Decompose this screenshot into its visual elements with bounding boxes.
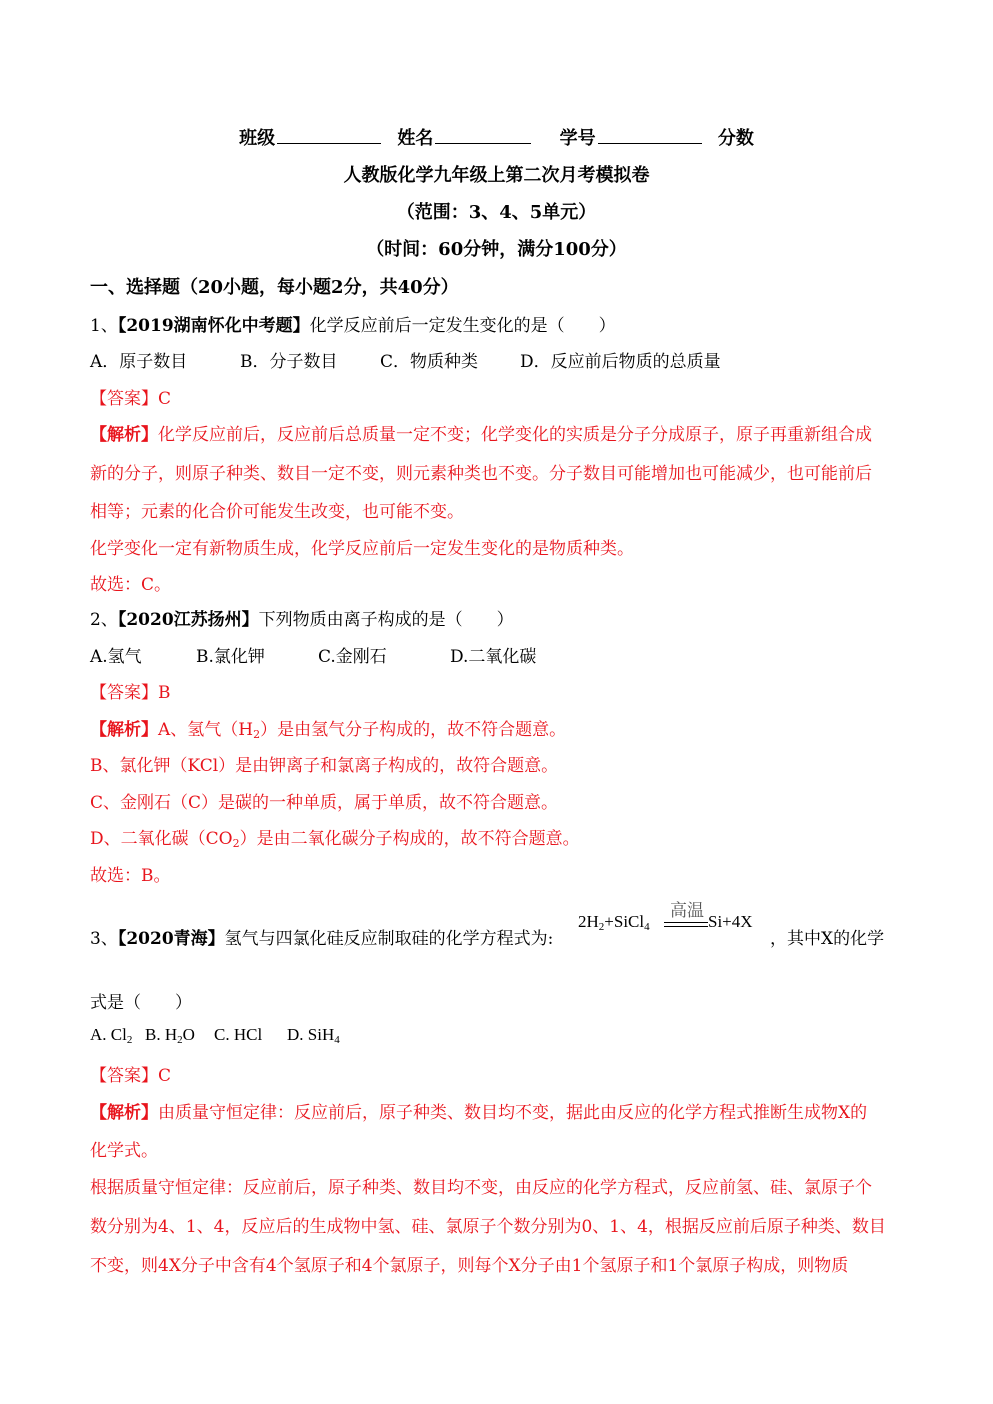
name-label: 姓名 bbox=[397, 128, 434, 149]
q1-analysis-2: 新的分子，则原子种类、数目一定不变，则元素种类也不变。分子数目可能增加也可能减少，也可能前后 bbox=[90, 464, 872, 484]
q2-d-sub: 2 bbox=[232, 837, 240, 850]
q3-analysis-1 bbox=[90, 1098, 867, 1123]
eq-h2-sub: 2 bbox=[598, 921, 605, 933]
q2-analysis-a bbox=[90, 715, 566, 740]
q2-answer: 【答案】B bbox=[90, 683, 171, 703]
scope-line: （范围：3、4、5单元） bbox=[396, 202, 597, 223]
q2-a-post: ）是由氢气分子构成的，故不符合题意。 bbox=[260, 720, 567, 740]
q1-choice: 故选：C。 bbox=[90, 575, 172, 595]
q3-options bbox=[90, 1025, 340, 1045]
q1-text: 化学反应前后一定发生变化的是（ ） bbox=[309, 316, 616, 336]
q3-text: 氢气与四氯化硅反应制取硅的化学方程式为: bbox=[224, 929, 554, 949]
q3-analysis-3: 根据质量守恒定律：反应前后，原子种类、数目均不变，由反应的化学方程式，反应前氢、硅、氯原子个 bbox=[90, 1178, 872, 1198]
q1-source: 【2019湖南怀化中考题】 bbox=[117, 316, 310, 336]
q3-source: 【2020青海】 bbox=[117, 929, 225, 949]
q3-analysis-text: 由质量守恒定律：反应前后，原子种类、数目均不变，据此由反应的化学方程式推断生成物X的 bbox=[158, 1103, 868, 1123]
eq-sicl: +SiCl bbox=[604, 912, 645, 931]
q2-a-sub: 2 bbox=[253, 728, 261, 741]
score-label: 分数 bbox=[717, 128, 754, 149]
q1-answer: 【答案】C bbox=[90, 389, 172, 409]
q3-d-pre: D. SiH bbox=[287, 1025, 335, 1044]
q1-option-a: A．原子数目 bbox=[90, 352, 188, 372]
q2-options bbox=[90, 642, 536, 667]
q3-analysis-4: 数分别为4、1、4，反应后的生成物中氢、硅、氯原子个数分别为0、1、4，根据反应前后原子种类、数目 bbox=[90, 1217, 886, 1237]
q3-b-sub: 2 bbox=[177, 1034, 183, 1046]
q3-analysis-5: 不变，则4X分子中含有4个氢原子和4个氯原子，则每个X分子由1个氢原子和1个氯原子构成，则物质 bbox=[90, 1256, 849, 1276]
q2-option-c: C.金刚石 bbox=[318, 647, 387, 667]
name-blank bbox=[435, 125, 531, 144]
q2-analysis-tag: 【解析】 bbox=[90, 720, 158, 740]
q1-analysis-tag: 【解析】 bbox=[90, 425, 158, 445]
page-title: 人教版化学九年级上第二次月考模拟卷 bbox=[343, 165, 650, 186]
q1-stem bbox=[90, 311, 616, 336]
q3-a-pre: A. Cl bbox=[90, 1025, 127, 1044]
id-blank bbox=[598, 125, 702, 144]
equation-lhs bbox=[578, 912, 650, 932]
q2-source: 【2020江苏扬州】 bbox=[117, 610, 259, 630]
q1-analysis-1 bbox=[90, 420, 872, 445]
q3-a-sub: 2 bbox=[126, 1034, 133, 1046]
id-label: 学号 bbox=[559, 128, 596, 149]
class-label: 班级 bbox=[239, 128, 276, 149]
eq-h2: 2H bbox=[578, 912, 599, 931]
header-fields bbox=[0, 124, 993, 150]
q2-stem bbox=[90, 605, 514, 630]
q2-text: 下列物质由离子构成的是（ ） bbox=[258, 610, 514, 630]
q1-analysis-4: 化学变化一定有新物质生成，化学反应前后一定发生变化的是物质种类。 bbox=[90, 539, 634, 559]
q3-c-pre: C. HCl bbox=[214, 1025, 263, 1044]
q3-analysis-2: 化学式。 bbox=[90, 1141, 158, 1161]
q3-stem-cont: 式是（ ） bbox=[90, 993, 192, 1013]
q3-answer: 【答案】C bbox=[90, 1066, 172, 1086]
q3-option-a bbox=[90, 1025, 145, 1045]
equation-bar-bottom bbox=[664, 926, 708, 927]
q2-d-post: ）是由二氧化碳分子构成的，故不符合题意。 bbox=[239, 829, 580, 849]
q3-stem-after: ，其中X的化学 bbox=[770, 929, 885, 949]
class-blank bbox=[277, 125, 381, 144]
q3-stem bbox=[90, 924, 553, 949]
q2-a-pre: A、氢气（H bbox=[158, 720, 254, 740]
q1-option-d: D．反应前后物质的总质量 bbox=[520, 352, 721, 372]
q3-number: 3、 bbox=[90, 929, 118, 949]
q2-d-pre: D、二氧化碳（CO bbox=[90, 829, 233, 849]
q3-b-pre: B. H bbox=[145, 1025, 178, 1044]
q2-analysis-d bbox=[90, 824, 580, 849]
q3-analysis-tag: 【解析】 bbox=[90, 1103, 158, 1123]
q1-analysis-3: 相等；元素的化合价可能发生改变，也可能不变。 bbox=[90, 502, 464, 522]
q2-choice: 故选：B。 bbox=[90, 866, 171, 886]
q3-b-post: O bbox=[182, 1025, 195, 1044]
q2-number: 2、 bbox=[90, 610, 118, 630]
time-line: （时间：60分钟，满分100分） bbox=[366, 239, 627, 260]
q1-options bbox=[90, 347, 721, 372]
q1-option-c: C．物质种类 bbox=[380, 352, 479, 372]
q1-number: 1、 bbox=[90, 316, 118, 336]
section-title: 一、选择题（20小题，每小题2分，共40分） bbox=[90, 277, 459, 298]
q2-option-a: A.氢气 bbox=[90, 647, 142, 667]
q2-option-b: B.氯化钾 bbox=[196, 647, 265, 667]
q2-analysis-b: B、氯化钾（KCl）是由钾离子和氯离子构成的，故符合题意。 bbox=[90, 756, 559, 776]
q2-analysis-c: C、金刚石（C）是碳的一种单质，属于单质，故不符合题意。 bbox=[90, 793, 559, 813]
q3-option-d bbox=[287, 1025, 340, 1045]
chemical-equation bbox=[578, 898, 768, 938]
q3-d-sub: 4 bbox=[334, 1034, 340, 1046]
q3-option-b bbox=[145, 1025, 214, 1045]
q3-option-c bbox=[214, 1025, 287, 1045]
q2-option-d: D.二氧化碳 bbox=[450, 647, 537, 667]
equation-bar-top bbox=[664, 922, 708, 923]
q1-analysis-text: 化学反应前后，反应前后总质量一定不变；化学变化的实质是分子分成原子，原子再重新组合成 bbox=[158, 425, 872, 445]
equation-rhs: Si+4X bbox=[708, 912, 753, 931]
equation-condition: 高温 bbox=[670, 901, 704, 921]
q1-option-b: B．分子数目 bbox=[240, 352, 338, 372]
eq-cl-sub: 4 bbox=[644, 921, 650, 933]
